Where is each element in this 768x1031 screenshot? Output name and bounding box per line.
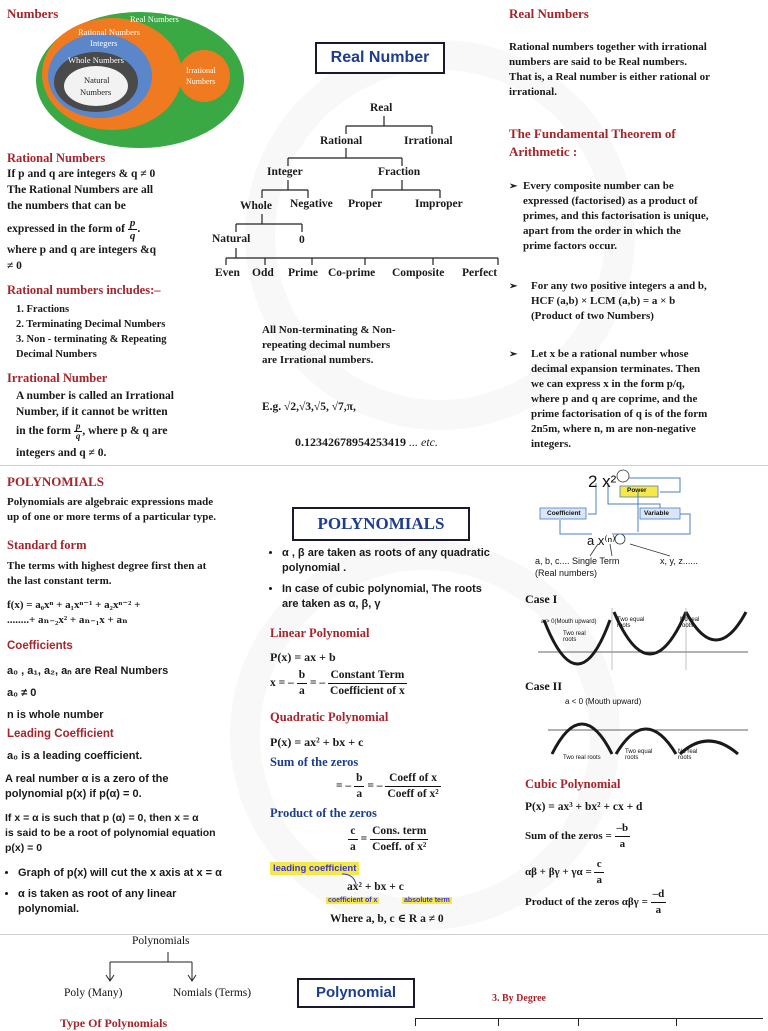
text-fragment: = –: [336, 780, 352, 793]
coefficient-label: Coefficient: [547, 510, 581, 517]
denominator: a: [655, 904, 662, 916]
denominator: Coeff. of x²: [372, 841, 427, 853]
text-line: a₀ ≠ 0: [7, 687, 37, 699]
tree-leaf-composite: Composite: [392, 267, 445, 279]
list-item: [18, 887, 280, 917]
fraction-c-over-a: [594, 857, 604, 888]
numerator: Coeff of x: [385, 771, 440, 787]
standard-form-heading: Standard form: [7, 538, 87, 552]
case-2-note-two-real-roots: Two real roots: [563, 755, 601, 761]
text-line: Polynomials are algebraic expressions made: [7, 496, 214, 508]
text-line: prime factors occur.: [523, 240, 617, 252]
tree-node-improper: Improper: [415, 198, 463, 210]
real-number-tree-lines: [200, 100, 510, 280]
text-line: decimal expansion terminates. Then: [531, 363, 701, 375]
types-of-polynomials-heading: Type Of Polynomials: [60, 1016, 168, 1030]
by-degree-label: 3. By Degree: [492, 993, 546, 1004]
fraction-c-over-a: [348, 824, 358, 855]
venn-natural: [64, 66, 128, 106]
real-numbers-heading: Real Numbers: [509, 6, 589, 21]
list-item: 3. Non - terminating & Repeating: [16, 334, 167, 345]
text-line: 2n5m, where n, m are non-negative: [531, 423, 696, 435]
case-2-label: Case II: [525, 679, 563, 693]
text-line: apart from the order in which the: [523, 225, 681, 237]
tree-node-integer: Integer: [267, 166, 303, 178]
text-line: ➢ Let x be a rational number whose: [531, 348, 689, 360]
tree-leaf-perfect: Perfect: [462, 267, 498, 279]
text-line: expressed (factorised) as a product of: [523, 195, 698, 207]
term-middle-label: a x⁽ⁿ⁾: [587, 533, 616, 548]
text-line: are taken as α, β, γ: [282, 598, 381, 610]
sum-of-zeros-heading: Sum of the zeros: [270, 755, 359, 769]
list-item: [282, 582, 532, 612]
cubic-pair-products: [525, 857, 604, 888]
text-line: [16, 422, 226, 441]
denominator: a: [350, 841, 356, 853]
polynomials-intro: [7, 495, 272, 525]
text-line: In case of cubic polynomial, The roots: [282, 583, 482, 595]
fraction-minus-b-over-a: [615, 821, 631, 852]
fraction-coeff-x-over-coeff-x2: [385, 771, 440, 802]
formula-line: f(x) = a₀xⁿ + a₁xⁿ⁻¹ + a₂xⁿ⁻² +: [7, 599, 141, 611]
real-numbers-definition: [509, 40, 764, 100]
text-line: we can express x in the form p/q,: [531, 378, 685, 390]
text-line: A number is called an Irrational: [16, 390, 174, 402]
polynomials-root-label: Polynomials: [132, 935, 190, 947]
text-line: Number, if it cannot be written: [16, 406, 168, 418]
fraction-b-over-a: [297, 668, 307, 699]
text-fragment: = –: [367, 780, 383, 793]
rational-numbers-heading: Rational Numbers: [7, 151, 106, 165]
venn-label-rational: Rational Numbers: [78, 27, 141, 37]
numerator: p: [129, 217, 136, 229]
degree-table-cell-border: [498, 1018, 499, 1026]
case-1-note-no-real-roots: No real roots: [680, 617, 700, 629]
fraction-b-over-a: [354, 771, 364, 802]
rational-includes-heading: Rational numbers includes:–: [7, 283, 161, 297]
case-1-label: Case I: [525, 592, 558, 606]
tree-node-proper: Proper: [348, 198, 383, 210]
venn-label-whole: Whole Numbers: [68, 55, 124, 65]
denominator: a: [356, 788, 363, 800]
coefficient-of-x-highlight: coefficient of x: [328, 897, 378, 904]
real-numbers-label: (Real numbers): [535, 568, 598, 578]
tree-leaf-prime: Prime: [288, 267, 319, 279]
text-line: prime factorisation of q is of the form: [531, 408, 708, 420]
numerator: c: [594, 857, 604, 873]
venn-label-natural: Natural: [84, 75, 110, 85]
text-line: Arithmetic :: [509, 144, 578, 159]
denominator: Coefficient of x: [330, 685, 405, 697]
text-line: HCF (a,b) × LCM (a,b) = a × b: [531, 295, 676, 307]
text-fragment: αβ + βγ + γα =: [525, 866, 592, 879]
irrational-decimal-example: [295, 434, 438, 450]
venn-irrational: [178, 50, 230, 102]
list-item: 2. Terminating Decimal Numbers: [16, 319, 166, 330]
text-line: α is taken as root of any linear: [18, 888, 177, 900]
coefficients-heading: Coefficients: [7, 640, 73, 652]
quadratic-polynomial-equation: P(x) = ax² + bx + c: [270, 735, 364, 749]
text-line: ➢ Every composite number can be: [523, 180, 674, 192]
venn-label-numbers: Numbers: [80, 87, 112, 97]
text-line: the numbers that can be: [7, 200, 126, 212]
polynomials-title-box: POLYNOMIALS: [292, 507, 470, 541]
text-line: polynomial .: [282, 562, 347, 574]
cubic-polynomial-equation: P(x) = ax³ + bx² + cx + d: [525, 801, 643, 813]
venn-label-irrational-numbers: Numbers: [186, 77, 216, 86]
fundamental-theorem-heading: [509, 125, 759, 161]
poly-split-lines: [100, 950, 200, 984]
tree-leaf-coprime: Co-prime: [328, 267, 376, 279]
tree-node-real: Real: [370, 102, 393, 114]
text-line: ≠ 0: [7, 260, 22, 272]
text-line: primes, and this factorisation is unique,: [523, 210, 709, 222]
case-2-note-a-negative: a < 0 (Mouth upward): [565, 697, 642, 706]
irrational-examples: E.g. √2,√3,√5, √7,π,: [262, 401, 356, 413]
text-line: polynomial p(x) if p(α) = 0.: [5, 788, 142, 800]
text-fragment: in the form: [16, 425, 71, 438]
section-divider: [0, 934, 768, 935]
poly-many-label: Poly (Many): [64, 987, 123, 999]
text-fragment: expressed in the form of: [7, 223, 125, 236]
list-item: Decimal Numbers: [16, 349, 97, 360]
polynomials-heading: POLYNOMIALS: [7, 474, 105, 489]
text-line: numbers are said to be Real numbers.: [509, 56, 687, 68]
text-line: repeating decimal numbers: [262, 339, 391, 351]
text-line: up of one or more terms of a particular type.: [7, 511, 216, 523]
text-fragment: Sum of the zeros: [525, 830, 603, 843]
formula-line: ........+ aₙ₋₂x² + aₙ₋₁x + aₙ: [7, 614, 128, 626]
numerator: c: [348, 824, 358, 840]
leading-coefficient-heading: Leading Coefficient: [7, 728, 114, 740]
text-line: If p and q are integers & q ≠ 0: [7, 168, 156, 180]
venn-label-real: Real Numbers: [130, 14, 179, 24]
case-2-note-two-equal-roots: Two equal roots: [625, 749, 653, 761]
graph-bullets: [4, 866, 280, 917]
tree-node-negative: Negative: [290, 198, 333, 210]
where-condition: Where a, b, c ∈ R a ≠ 0: [330, 913, 444, 925]
text-line: integers and q ≠ 0.: [16, 447, 107, 459]
arrow-bullet: [509, 347, 759, 452]
denominator: a: [596, 874, 602, 886]
denominator: a: [299, 685, 305, 697]
polynomial-title-box: Polynomial: [297, 978, 415, 1008]
leading-coefficient-highlight: leading coefficient: [270, 862, 359, 875]
irrational-number-definition: [16, 388, 226, 461]
text-line: ➢ For any two positive integers a and b,: [531, 280, 707, 292]
list-item: • Graph of p(x) will cut the x axis at x = α: [18, 866, 280, 881]
text-fragment: Product of the zeros αβγ: [525, 896, 639, 909]
standard-form-formula: [7, 598, 272, 628]
text-line: where p and q are coprime, and the: [531, 393, 698, 405]
tree-node-fraction: Fraction: [378, 166, 421, 178]
text-line: If x = α is such that p (α) = 0, then x = α: [5, 812, 199, 824]
text-line: The Fundamental Theorem of: [509, 126, 676, 141]
text-line: irrational.: [509, 86, 557, 98]
denominator: q: [129, 230, 136, 242]
fraction-p-over-q: [128, 217, 138, 242]
roots-bullets: [268, 546, 532, 618]
text-line: a₀ , a₁, a₂, aₙ are Real Numbers: [7, 665, 169, 677]
root-definition: [5, 811, 267, 856]
ftoa-bullet-1: [509, 179, 759, 254]
ftoa-bullet-2: [509, 279, 759, 324]
linear-polynomial-equation: P(x) = ax + b: [270, 650, 336, 664]
fraction-constant-over-coeff-x2: [370, 824, 428, 855]
numerator: b: [297, 668, 307, 684]
arrow-bullet: [509, 179, 759, 254]
arrow-bullet: [509, 279, 759, 324]
denominator: Coeff of x²: [387, 788, 439, 800]
text-line: are Irrational numbers.: [262, 354, 374, 366]
real-number-title-box: Real Number: [315, 42, 445, 74]
tree-leaf-even: Even: [215, 267, 240, 279]
text-line: That is, a Real number is either rational or: [509, 71, 710, 83]
list-item: 1. Fractions: [16, 304, 70, 315]
tree-node-zero: 0: [299, 234, 305, 246]
quadratic-expression-highlight: ax² + bx + c: [347, 881, 404, 893]
numerator: p: [75, 421, 81, 431]
section-divider: [0, 465, 768, 466]
linear-root-formula: [270, 668, 407, 699]
fraction-constant-over-coefficient: [328, 668, 407, 699]
degree-table-cell-border: [676, 1018, 677, 1026]
standard-form-text: [7, 559, 272, 589]
text-fragment: , where p & q are: [82, 425, 168, 438]
tree-node-natural: Natural: [212, 233, 251, 245]
linear-polynomial-heading: Linear Polynomial: [270, 626, 370, 640]
tree-node-irrational: Irrational: [404, 135, 453, 147]
venn-label-integers: Integers: [90, 38, 118, 48]
non-terminating-note: [262, 323, 462, 368]
numbers-heading: Numbers: [7, 6, 59, 21]
denominator: a: [619, 838, 626, 850]
text-line: Rational numbers together with irrational: [509, 41, 707, 53]
product-of-zeros-heading: Product of the zeros: [270, 806, 377, 820]
coefficients-text: [7, 660, 267, 726]
text-line: the last constant term.: [7, 575, 112, 587]
term-top-label: 2 x²: [588, 472, 617, 491]
nomials-terms-label: Nomials (Terms): [173, 987, 252, 999]
case-1-note-two-real-roots: Two real roots: [563, 631, 586, 643]
denominator: q: [75, 431, 81, 441]
text-line: where p and q are integers &q: [7, 244, 157, 256]
variable-label: Variable: [644, 510, 669, 517]
list-item: [282, 546, 532, 576]
text-fragment: x = –: [270, 677, 294, 690]
leading-coefficient-text: a₀ is a leading coefficient.: [7, 750, 143, 762]
text-line: α , β are taken as roots of any quadratic: [282, 547, 490, 559]
cubic-sum-of-zeros: Sum of the zeros = $\frac{-b}{a}$: [525, 822, 629, 850]
text-line: All Non-terminating & Non-: [262, 324, 396, 336]
decimal-value: 0.12342678954253419: [295, 435, 406, 449]
absolute-term-highlight: absolute term: [404, 897, 450, 904]
etc-label: ... etc.: [409, 435, 438, 449]
irrational-number-heading: Irrational Number: [7, 371, 108, 385]
text-fragment: = –: [309, 677, 326, 690]
tree-node-whole: Whole: [240, 200, 272, 212]
tree-node-rational: Rational: [320, 135, 363, 147]
text-line: n is whole number: [7, 709, 104, 721]
text-line: p(x) = 0: [5, 842, 43, 854]
product-of-zeros-formula: $\frac{c}{a}$ = $\frac{\text{Cons. term}}{\text{Coeff. of x²}}$: [350, 825, 427, 853]
numerator: –b: [615, 821, 631, 837]
cubic-product-of-zeros: Product of the zeros αβγ = $\frac{-d}{a}$: [525, 888, 665, 916]
numerator: –d: [651, 887, 667, 903]
case-1-note-mouth-upward: a > 0(Mouth upward): [541, 619, 597, 625]
fraction-minus-d-over-a: [651, 887, 667, 918]
rational-numbers-definition: [7, 166, 222, 274]
ftoa-bullet-3: [509, 347, 759, 452]
rational-includes-list: [16, 302, 231, 362]
zero-definition: [5, 772, 265, 802]
variables-label: x, y, z......: [660, 556, 698, 566]
text-line: polynomial.: [18, 903, 80, 915]
numerator: Constant Term: [328, 668, 407, 684]
cubic-polynomial-heading: Cubic Polynomial: [525, 777, 621, 791]
text-line: A real number α is a zero of the: [5, 773, 169, 785]
numerator: b: [354, 771, 364, 787]
sum-of-zeros-formula: [336, 771, 441, 802]
text-line: (Product of two Numbers): [531, 310, 654, 322]
degree-table-cell-border: [415, 1018, 416, 1026]
quadratic-polynomial-heading: Quadratic Polynomial: [270, 710, 389, 724]
numerator: Cons. term: [370, 824, 428, 840]
text-line: expressed in the form of $\frac{p}{q}$ .: [7, 217, 141, 242]
venn-label-irrational: Irrational: [186, 66, 216, 75]
degree-table-cell-border: [578, 1018, 579, 1026]
power-label: Power: [627, 487, 647, 494]
text-line: The terms with highest degree first then at: [7, 560, 207, 572]
text-line: integers.: [531, 438, 572, 450]
case-1-note-two-equal-roots: Two equal roots: [617, 617, 645, 629]
text-line: is said to be a root of polynomial equation: [5, 827, 216, 839]
tree-leaf-odd: Odd: [252, 267, 274, 279]
text-line: The Rational Numbers are all: [7, 184, 154, 196]
single-term-label: a, b, c.... Single Term: [535, 556, 620, 566]
case-2-note-no-real-roots: No real roots: [678, 749, 698, 761]
